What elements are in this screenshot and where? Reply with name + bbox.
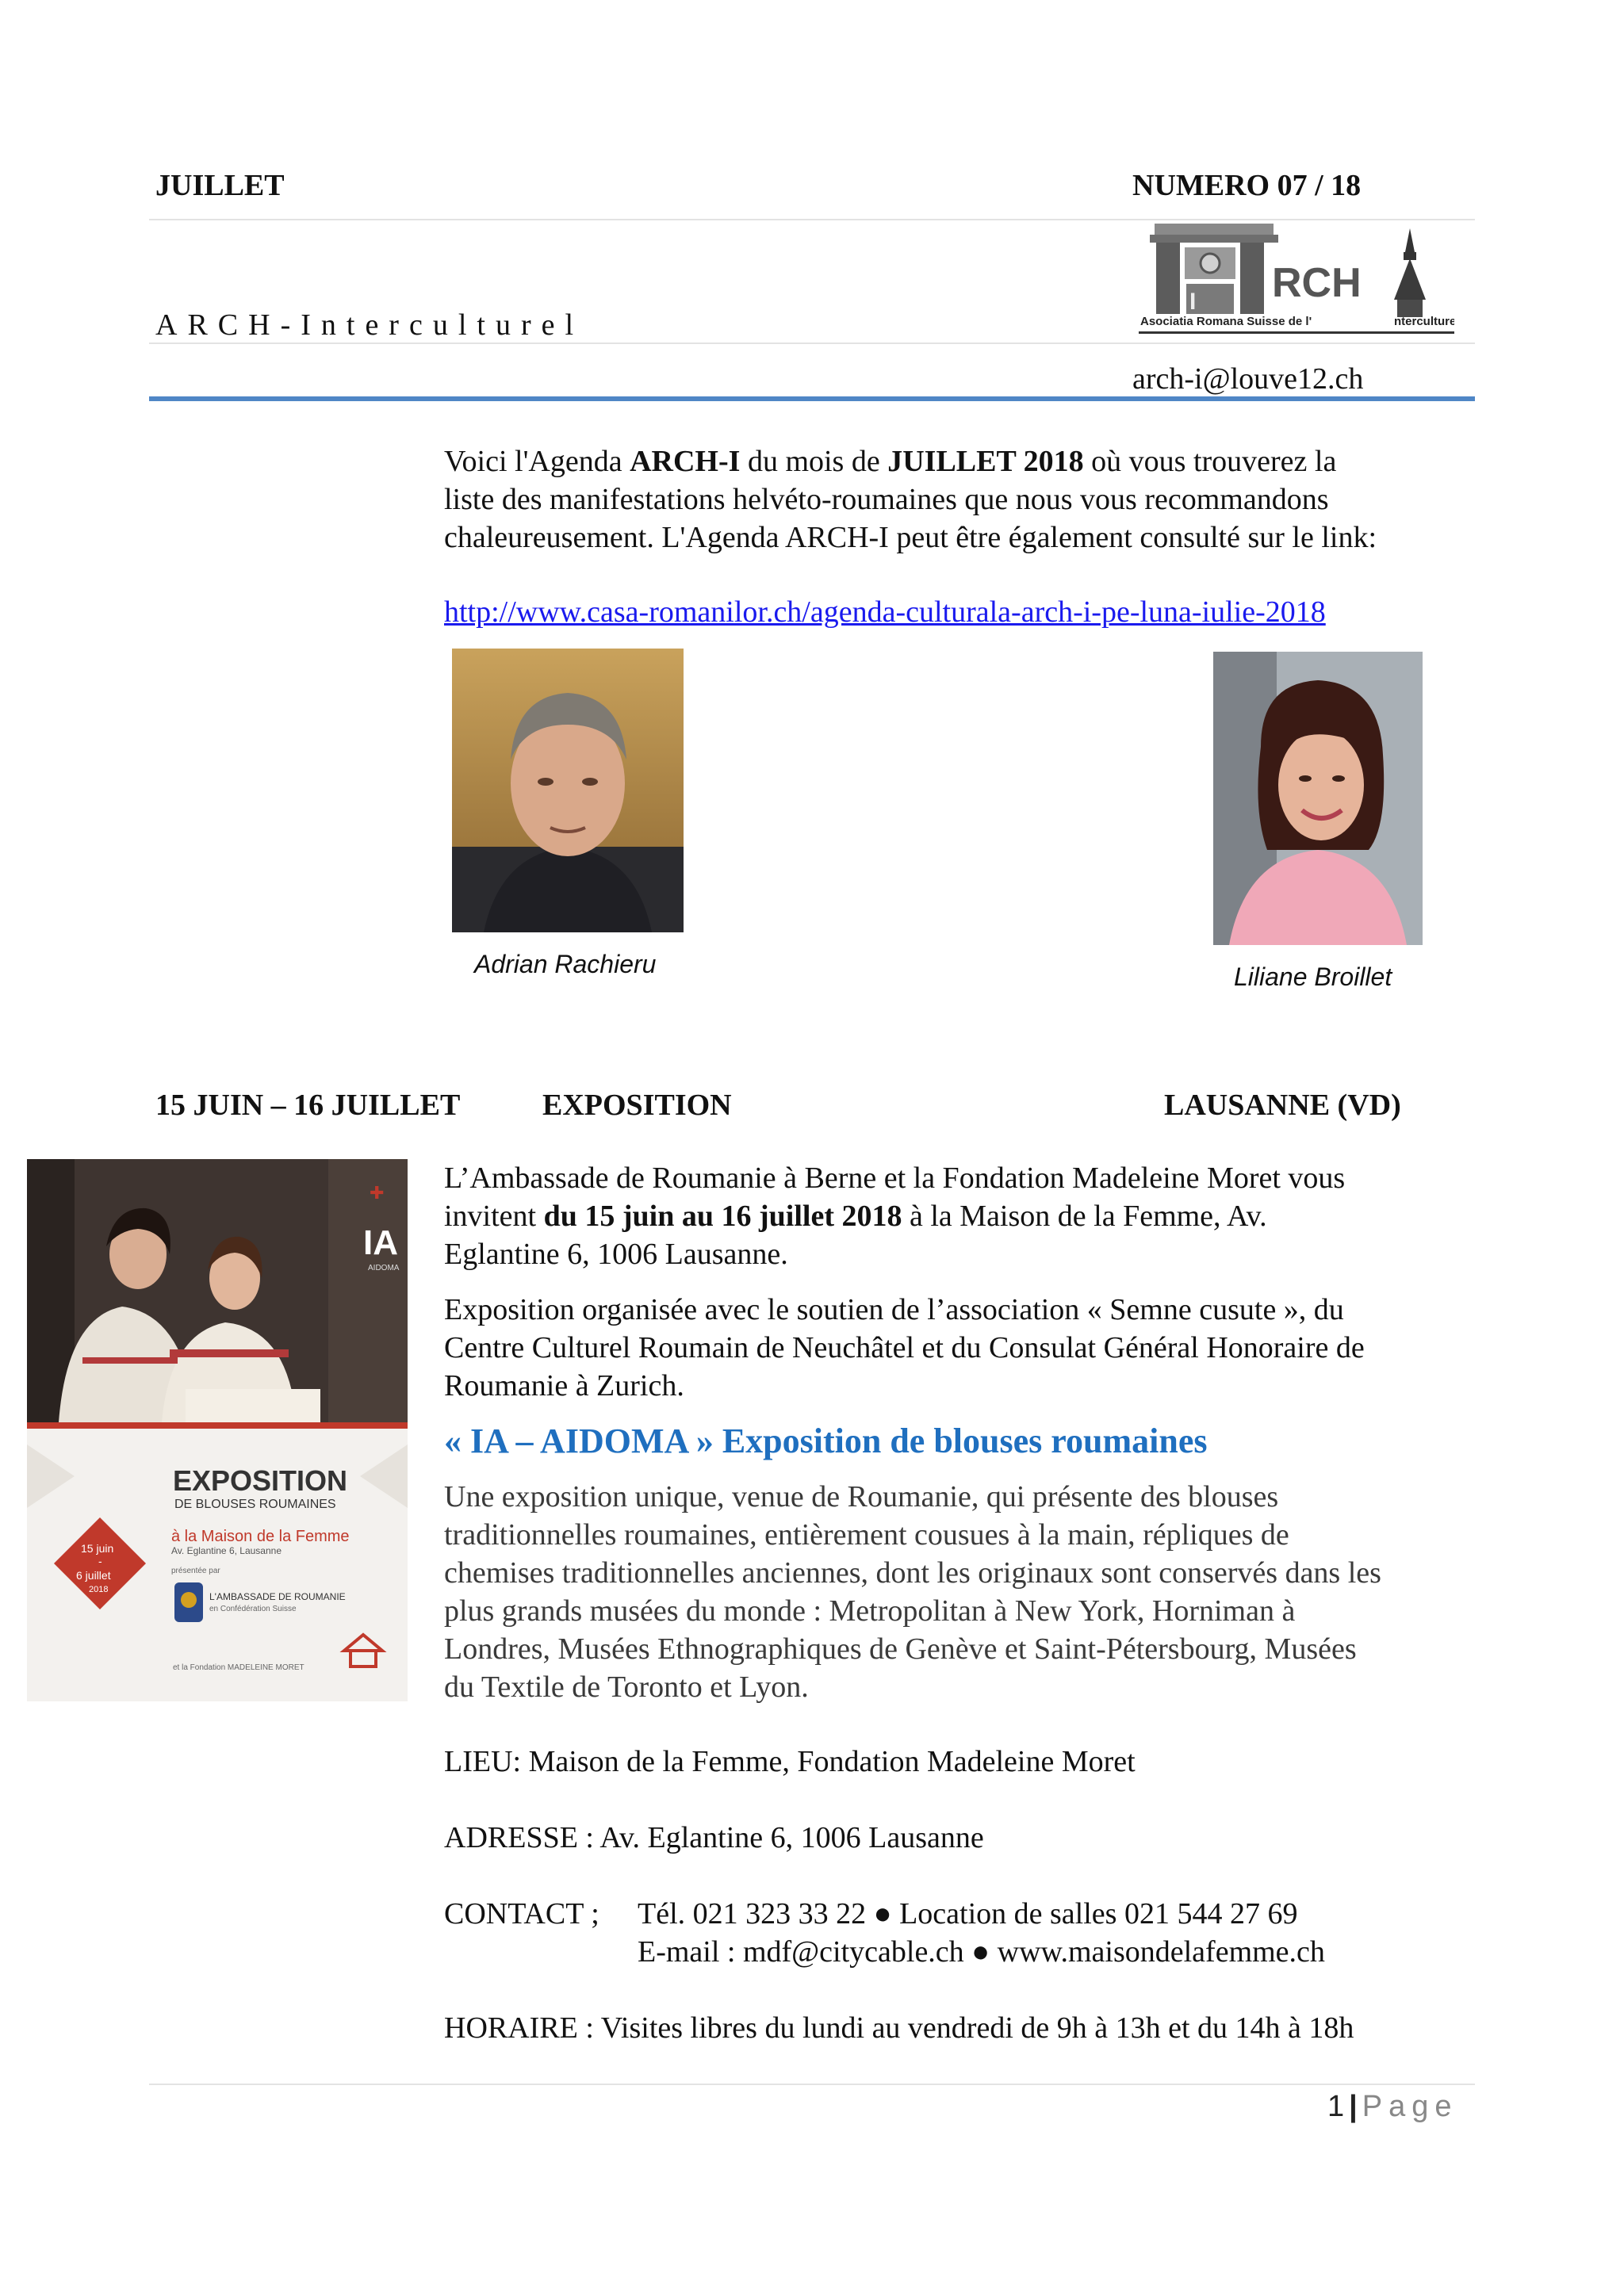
event-lieu: LIEU: Maison de la Femme, Fondation Madeleine Moret [444,1745,1136,1778]
intro-line-2: liste des manifestations helvéto-roumaines que nous vous recommandons [444,483,1329,516]
poster-embassy-sub: en Confédération Suisse [209,1605,297,1613]
description-line: traditionnelles roumaines, entièrement cousues à la main, répliques de [444,1518,1289,1552]
header-divider-blue [149,396,1475,401]
svg-text:✚: ✚ [370,1183,385,1203]
event-location: LAUSANNE (VD) [1164,1089,1401,1122]
association-name: ARCH-Interculturel [155,308,584,342]
event-dates: 15 JUIN – 16 JUILLET [155,1089,461,1122]
exhibition-poster [27,1159,408,1701]
event-hours: HORAIRE : Visites libres du lundi au vendredi de 9h à 13h et du 14h à 18h [444,2011,1354,2045]
logo-subtext-2: nterculturel [1394,315,1454,328]
footer-divider [149,2084,1475,2085]
event-support-line-3: Roumanie à Zurich. [444,1369,684,1402]
poster-ia-logo: IA [363,1223,398,1262]
poster-ia-logo-sub: AIDOMA [368,1264,400,1272]
exhibition-description [444,1478,1491,1706]
header-email[interactable]: arch-i@louve12.ch [1132,362,1364,396]
poster-venue-address: Av. Eglantine 6, Lausanne [171,1545,282,1556]
header-issue-number: NUMERO 07 / 18 [1132,169,1362,202]
page-footer [1327,2090,1458,2124]
header-month: JUILLET [155,169,285,202]
poster-subtitle: DE BLOUSES ROUMAINES [174,1498,336,1511]
intro-line-1: Voici l'Agenda ARCH-I du mois de JUILLET 2018 où vous trouverez la [444,445,1337,478]
photo-liliane-broillet [1213,652,1423,945]
event-contact-phone: Tél. 021 323 33 22 ● Location de salles 021 544 27 69 [638,1897,1298,1931]
poster-date-from: 15 juin [81,1542,114,1555]
event-type: EXPOSITION [542,1089,732,1122]
event-support-line-1: Exposition organisée avec le soutien de l’association « Semne cusute », du [444,1293,1344,1326]
intro-line-3: chaleureusement. L'Agenda ARCH-I peut être également consulté sur le link: [444,521,1377,554]
poster-venue: à la Maison de la Femme [171,1528,350,1545]
poster-embassy: L'AMBASSADE DE ROUMANIE [209,1591,346,1602]
event-contact-label: CONTACT ; [444,1897,599,1931]
agenda-link[interactable]: http://www.casa-romanilor.ch/agenda-culturala-arch-i-pe-luna-iulie-2018 [444,595,1326,629]
poster-year: 2018 [89,1585,109,1594]
event-support-paragraph [444,1291,1491,1405]
event-contact-email[interactable]: E-mail : mdf@citycable.ch ● www.maisondelafemme.ch [638,1935,1325,1969]
page-separator: | [1349,2090,1358,2123]
event-invitation-line-3: Eglantine 6, 1006 Lausanne. [444,1238,788,1271]
event-address: ADRESSE : Av. Eglantine 6, 1006 Lausanne [444,1821,984,1854]
description-line: chemises traditionnelles anciennes, dont les originaux sont conservés dans les [444,1556,1381,1590]
exhibition-subheading: « IA – AIDOMA » Exposition de blouses roumaines [444,1422,1208,1460]
event-invitation-paragraph [444,1159,1491,1273]
caption-adrian-rachieru: Adrian Rachieru [474,950,657,978]
logo-wordmark: RCH [1272,260,1362,306]
poster-date-to: 6 juillet [76,1569,111,1582]
poster-date-dash: - [98,1555,102,1567]
intro-paragraph [444,442,1475,557]
event-support-line-2: Centre Culturel Roumain de Neuchâtel et du Consulat Général Honoraire de [444,1331,1365,1364]
poster-presented-by: présentée par [171,1567,220,1575]
svg-text:I: I [1189,289,1197,315]
event-invitation-line-2: invitent du 15 juin au 16 juillet 2018 à la Maison de la Femme, Av. [444,1200,1267,1233]
header-divider-middle [149,342,1475,344]
poster-title: EXPOSITION [173,1464,348,1497]
caption-liliane-broillet: Liliane Broillet [1234,962,1392,991]
logo-subtext: Asociatia Romana Suisse de l' [1140,315,1312,328]
event-invitation-line-1: L’Ambassade de Roumanie à Berne et la Fondation Madeleine Moret vous [444,1161,1346,1195]
photo-adrian-rachieru [452,649,684,932]
description-line: Londres, Musées Ethnographiques de Genève et Saint-Pétersbourg, Musées [444,1632,1357,1666]
description-line: Une exposition unique, venue de Roumanie, qui présente des blouses [444,1480,1279,1513]
description-line: du Textile de Toronto et Lyon. [444,1670,809,1704]
page-number: 1 [1327,2090,1345,2123]
description-line: plus grands musées du monde : Metropolitan à New York, Horniman à [444,1594,1296,1628]
poster-foundation: et la Fondation MADELEINE MORET [173,1663,304,1672]
arch-logo [1139,220,1454,341]
page-word: Page [1362,2090,1458,2123]
